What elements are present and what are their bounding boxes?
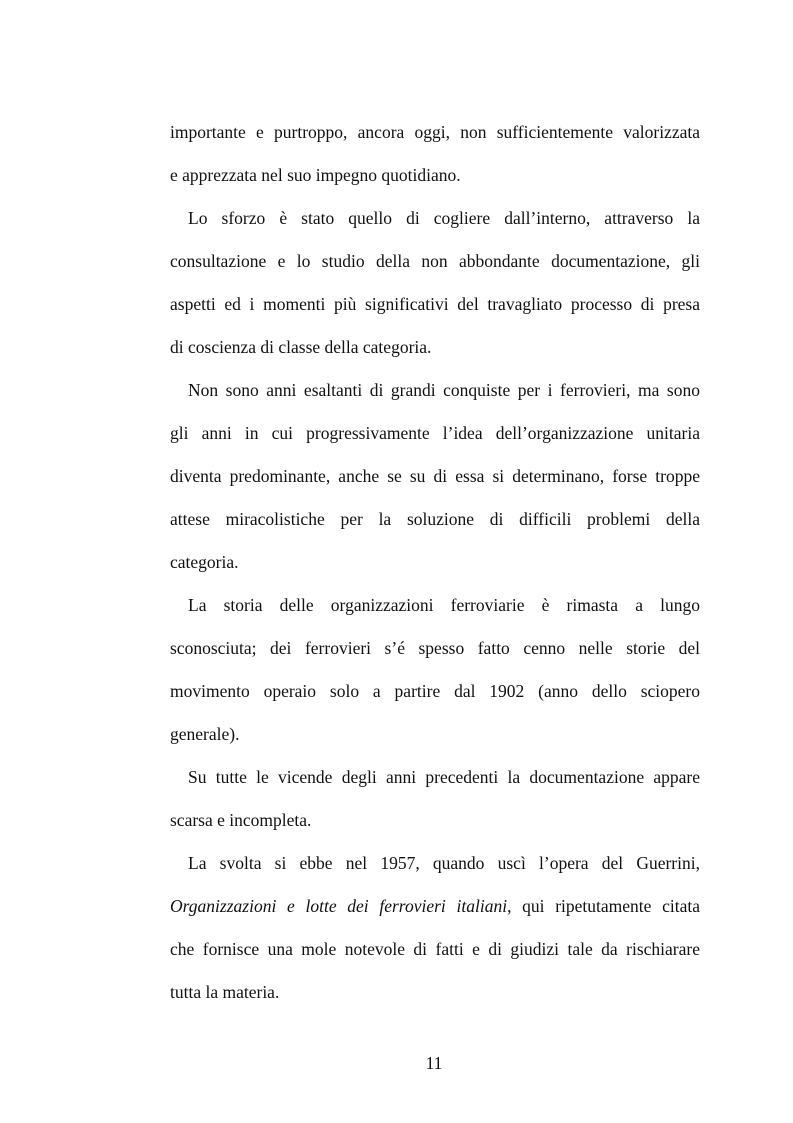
page-number: 11	[425, 1053, 443, 1073]
text-line: Lo sforzo è stato quello di cogliere dall’interno, attraverso la	[188, 208, 700, 228]
text-line: Non sono anni esaltanti di grandi conquiste per i ferrovieri, ma sono	[188, 380, 700, 400]
text-line: La storia delle organizzazioni ferroviarie è rimasta a lungo	[188, 595, 700, 615]
text-line: attese miracolistiche per la soluzione di difficili problemi della	[170, 509, 700, 529]
text-line: di coscienza di classe della categoria.	[170, 337, 432, 357]
text-line: generale).	[170, 724, 240, 744]
text-line: gli anni in cui progressivamente l’idea dell’organizzazione unitaria	[170, 423, 700, 443]
text-fragment: fornisce una mole notevole di fatti e di giudizi tale da rischiarare	[202, 939, 700, 959]
text-line: aspetti ed i momenti più significativi del travagliato processo di presa	[170, 294, 700, 314]
italic-book-title: Organizzazioni e lotte dei ferrovieri italiani	[170, 896, 508, 916]
text-fragment: che	[170, 939, 195, 959]
text-line	[170, 938, 700, 960]
text-line: tutta la materia.	[170, 982, 280, 1002]
text-line: Su tutte le vicende degli anni precedenti la documentazione appare	[188, 767, 700, 787]
text-line: e apprezzata nel suo impegno quotidiano.	[170, 165, 461, 185]
text-line: scarsa e incompleta.	[170, 810, 312, 830]
text-line: importante e purtroppo, ancora oggi, non sufficientemente valorizzata	[170, 122, 700, 142]
text-line: sconosciuta; dei ferrovieri s’é spesso fatto cenno nelle storie del	[170, 638, 700, 658]
text-line: La svolta si ebbe nel 1957, quando uscì l’opera del Guerrini,	[188, 853, 700, 873]
text-line: diventa predominante, anche se su di essa si determinano, forse troppe	[170, 466, 700, 486]
text-line: consultazione e lo studio della non abbondante documentazione, gli	[170, 251, 700, 271]
text-line: categoria.	[170, 552, 239, 572]
text-line	[170, 895, 700, 917]
text-line: movimento operaio solo a partire dal 1902 (anno dello sciopero	[170, 681, 700, 701]
text-fragment: , qui ripetutamente citata	[507, 896, 700, 916]
